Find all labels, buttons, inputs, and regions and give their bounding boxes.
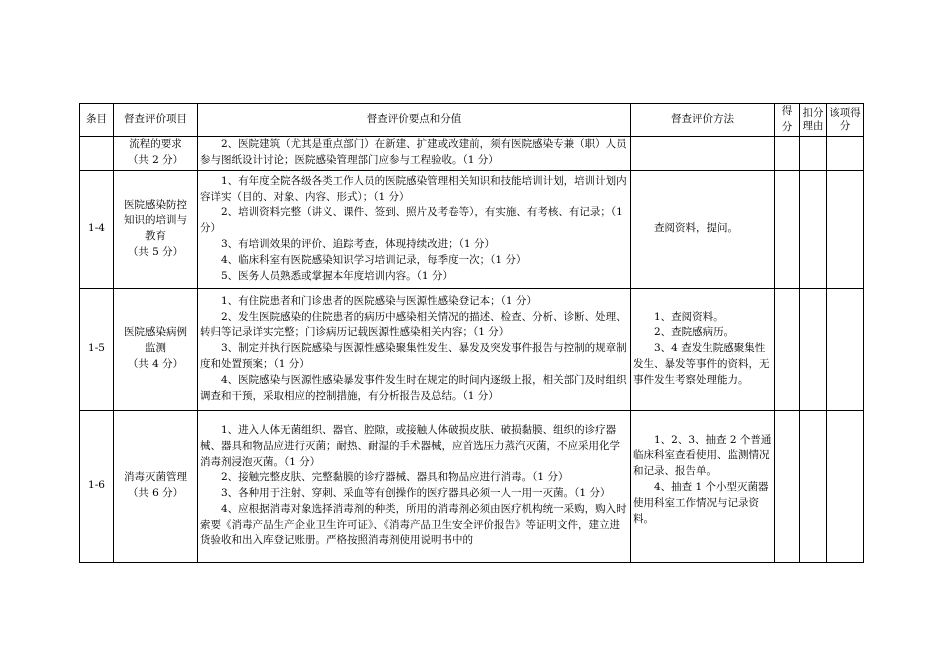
- score-cell[interactable]: [775, 136, 800, 170]
- method-line: 查阅资料，提问。: [654, 222, 738, 235]
- deduct-reason-cell[interactable]: [800, 288, 827, 410]
- point-line: 2、培训资料完整（讲义、课件、签到、照片及考卷等），有实施、有考核、有记录；（1 分）: [200, 206, 623, 235]
- item-line: 流程的要求: [129, 138, 182, 151]
- table-row: [80, 136, 864, 170]
- point-line: 4、医院感染与医源性感染暴发事件发生时在规定的时间内逐级上报，相关部门及时组织调查和干预，采取相应的控制措施，有分析报告及总结。（1 分）: [200, 373, 627, 402]
- item-line: 医院感染病例: [124, 326, 187, 339]
- deduct-reason-cell[interactable]: [800, 136, 827, 170]
- header-deduct-reason: 扣分理由: [800, 104, 827, 137]
- row-points: [198, 410, 631, 562]
- header-row: [80, 104, 864, 137]
- point-line: 4、临床科室有医院感染知识学习培训记录，每季度一次；（1 分）: [221, 253, 527, 266]
- item-line: 消毒灭菌管理: [124, 471, 187, 484]
- row-method: [631, 170, 775, 288]
- item-score-cell[interactable]: [827, 288, 864, 410]
- point-line: 1、进入人体无菌组织、器官、腔隙，或接触人体破损皮肤、破损黏膜、组织的诊疗器械、器具和物品应进行灭菌；耐热、耐湿的手术器械，应首选压力蒸汽灭菌，不应采用化学消毒剂浸泡灭菌。（1 分）: [200, 423, 620, 468]
- row-points: [198, 170, 631, 288]
- point-line: 2、接触完整皮肤、完整黏膜的诊疗器械、器具和物品应进行消毒。（1 分）: [221, 471, 569, 484]
- point-line: 3、有培训效果的评价、追踪考查，体现持续改进；（1 分）: [221, 237, 495, 250]
- method-line: 2、查院感病历。: [654, 326, 735, 339]
- point-line: 3、各种用于注射、穿刺、采血等有创操作的医疗器具必须一人一用一灭菌。（1 分）: [221, 487, 611, 500]
- table-row: [80, 410, 864, 562]
- item-line: 知识的培训与: [124, 214, 187, 227]
- row-code: 1-6: [80, 410, 114, 562]
- point-line: 1、有住院患者和门诊患者的医院感染与医源性感染登记本；（1 分）: [221, 294, 537, 307]
- row-item: [114, 288, 198, 410]
- method-line: 3、4 查发生院感聚集性发生、暴发等事件的资料，无事件发生考察处理能力。: [633, 342, 770, 386]
- header-score: 得分: [775, 104, 800, 137]
- point-line: 2、医院建筑（尤其是重点部门）在新建、扩建或改建前，须有医院感染专兼（职）人员参与图纸设计讨论；医院感染管理部门应参与工程验收。（1 分）: [200, 138, 627, 167]
- point-line: 2、发生医院感染的住院患者的病历中感染相关情况的描述、检查、分析、诊断、处理、转归等记录详实完整；门诊病历记载医源性感染相关内容；（1 分）: [200, 310, 627, 339]
- row-item: [114, 136, 198, 170]
- item-line: 教育: [145, 230, 166, 243]
- item-line: 医院感染防控: [124, 198, 187, 211]
- deduct-reason-cell[interactable]: [800, 410, 827, 562]
- item-line: 监测: [145, 342, 166, 355]
- item-score-cell[interactable]: [827, 410, 864, 562]
- method-line: 1、2、3、抽查 2 个普通临床科室查看使用、监测情况和记录、报告单。: [633, 433, 772, 478]
- row-item: [114, 410, 198, 562]
- header-item-score: 该项得分: [827, 104, 864, 137]
- score-cell[interactable]: [775, 410, 800, 562]
- row-item: [114, 170, 198, 288]
- item-score-cell[interactable]: [827, 136, 864, 170]
- point-line: 4、应根据消毒对象选择消毒剂的种类，所用的消毒剂必须由医疗机构统一采购，购入时索要《消毒产品生产企业卫生许可证》、《消毒产品卫生安全评价报告》等证明文件，建立进货验收和出入库登记账册。严格按照消毒剂使用说明书中的: [200, 502, 627, 547]
- item-score-cell[interactable]: [827, 170, 864, 288]
- item-line: （共 5 分）: [127, 245, 184, 258]
- item-line: （共 4 分）: [127, 357, 184, 370]
- evaluation-table: [79, 103, 864, 563]
- score-cell[interactable]: [775, 170, 800, 288]
- row-method: [631, 136, 775, 170]
- header-method: 督查评价方法: [631, 104, 775, 137]
- header-item: 督查评价项目: [114, 104, 198, 137]
- row-points: [198, 136, 631, 170]
- item-line: （共 6 分）: [127, 487, 184, 500]
- method-line: 4、抽查 1 个小型灭菌器使用科室工作情况与记录资料。: [633, 480, 769, 525]
- header-code: 条目: [80, 104, 114, 137]
- row-method: [631, 410, 775, 562]
- row-code: [80, 136, 114, 170]
- deduct-reason-cell[interactable]: [800, 170, 827, 288]
- header-points: 督查评价要点和分值: [198, 104, 631, 137]
- point-line: 1、有年度全院各级各类工作人员的医院感染管理相关知识和技能培训计划，培训计划内容详实（目的、对象、内容、形式）；（1 分）: [200, 174, 627, 203]
- method-line: 1、查阅资料。: [654, 310, 724, 323]
- row-code: 1-4: [80, 170, 114, 288]
- table-row: [80, 170, 864, 288]
- row-code: 1-5: [80, 288, 114, 410]
- row-points: [198, 288, 631, 410]
- row-method: [631, 288, 775, 410]
- score-cell[interactable]: [775, 288, 800, 410]
- point-line: 3、制定并执行医院感染与医源性感染聚集性发生、暴发及突发事件报告与控制的规章制度和处置预案；（1 分）: [200, 342, 627, 370]
- point-line: 5、医务人员熟悉或掌握本年度培训内容。（1 分）: [221, 269, 453, 282]
- table-row: [80, 288, 864, 410]
- item-line: （共 2 分）: [127, 154, 184, 167]
